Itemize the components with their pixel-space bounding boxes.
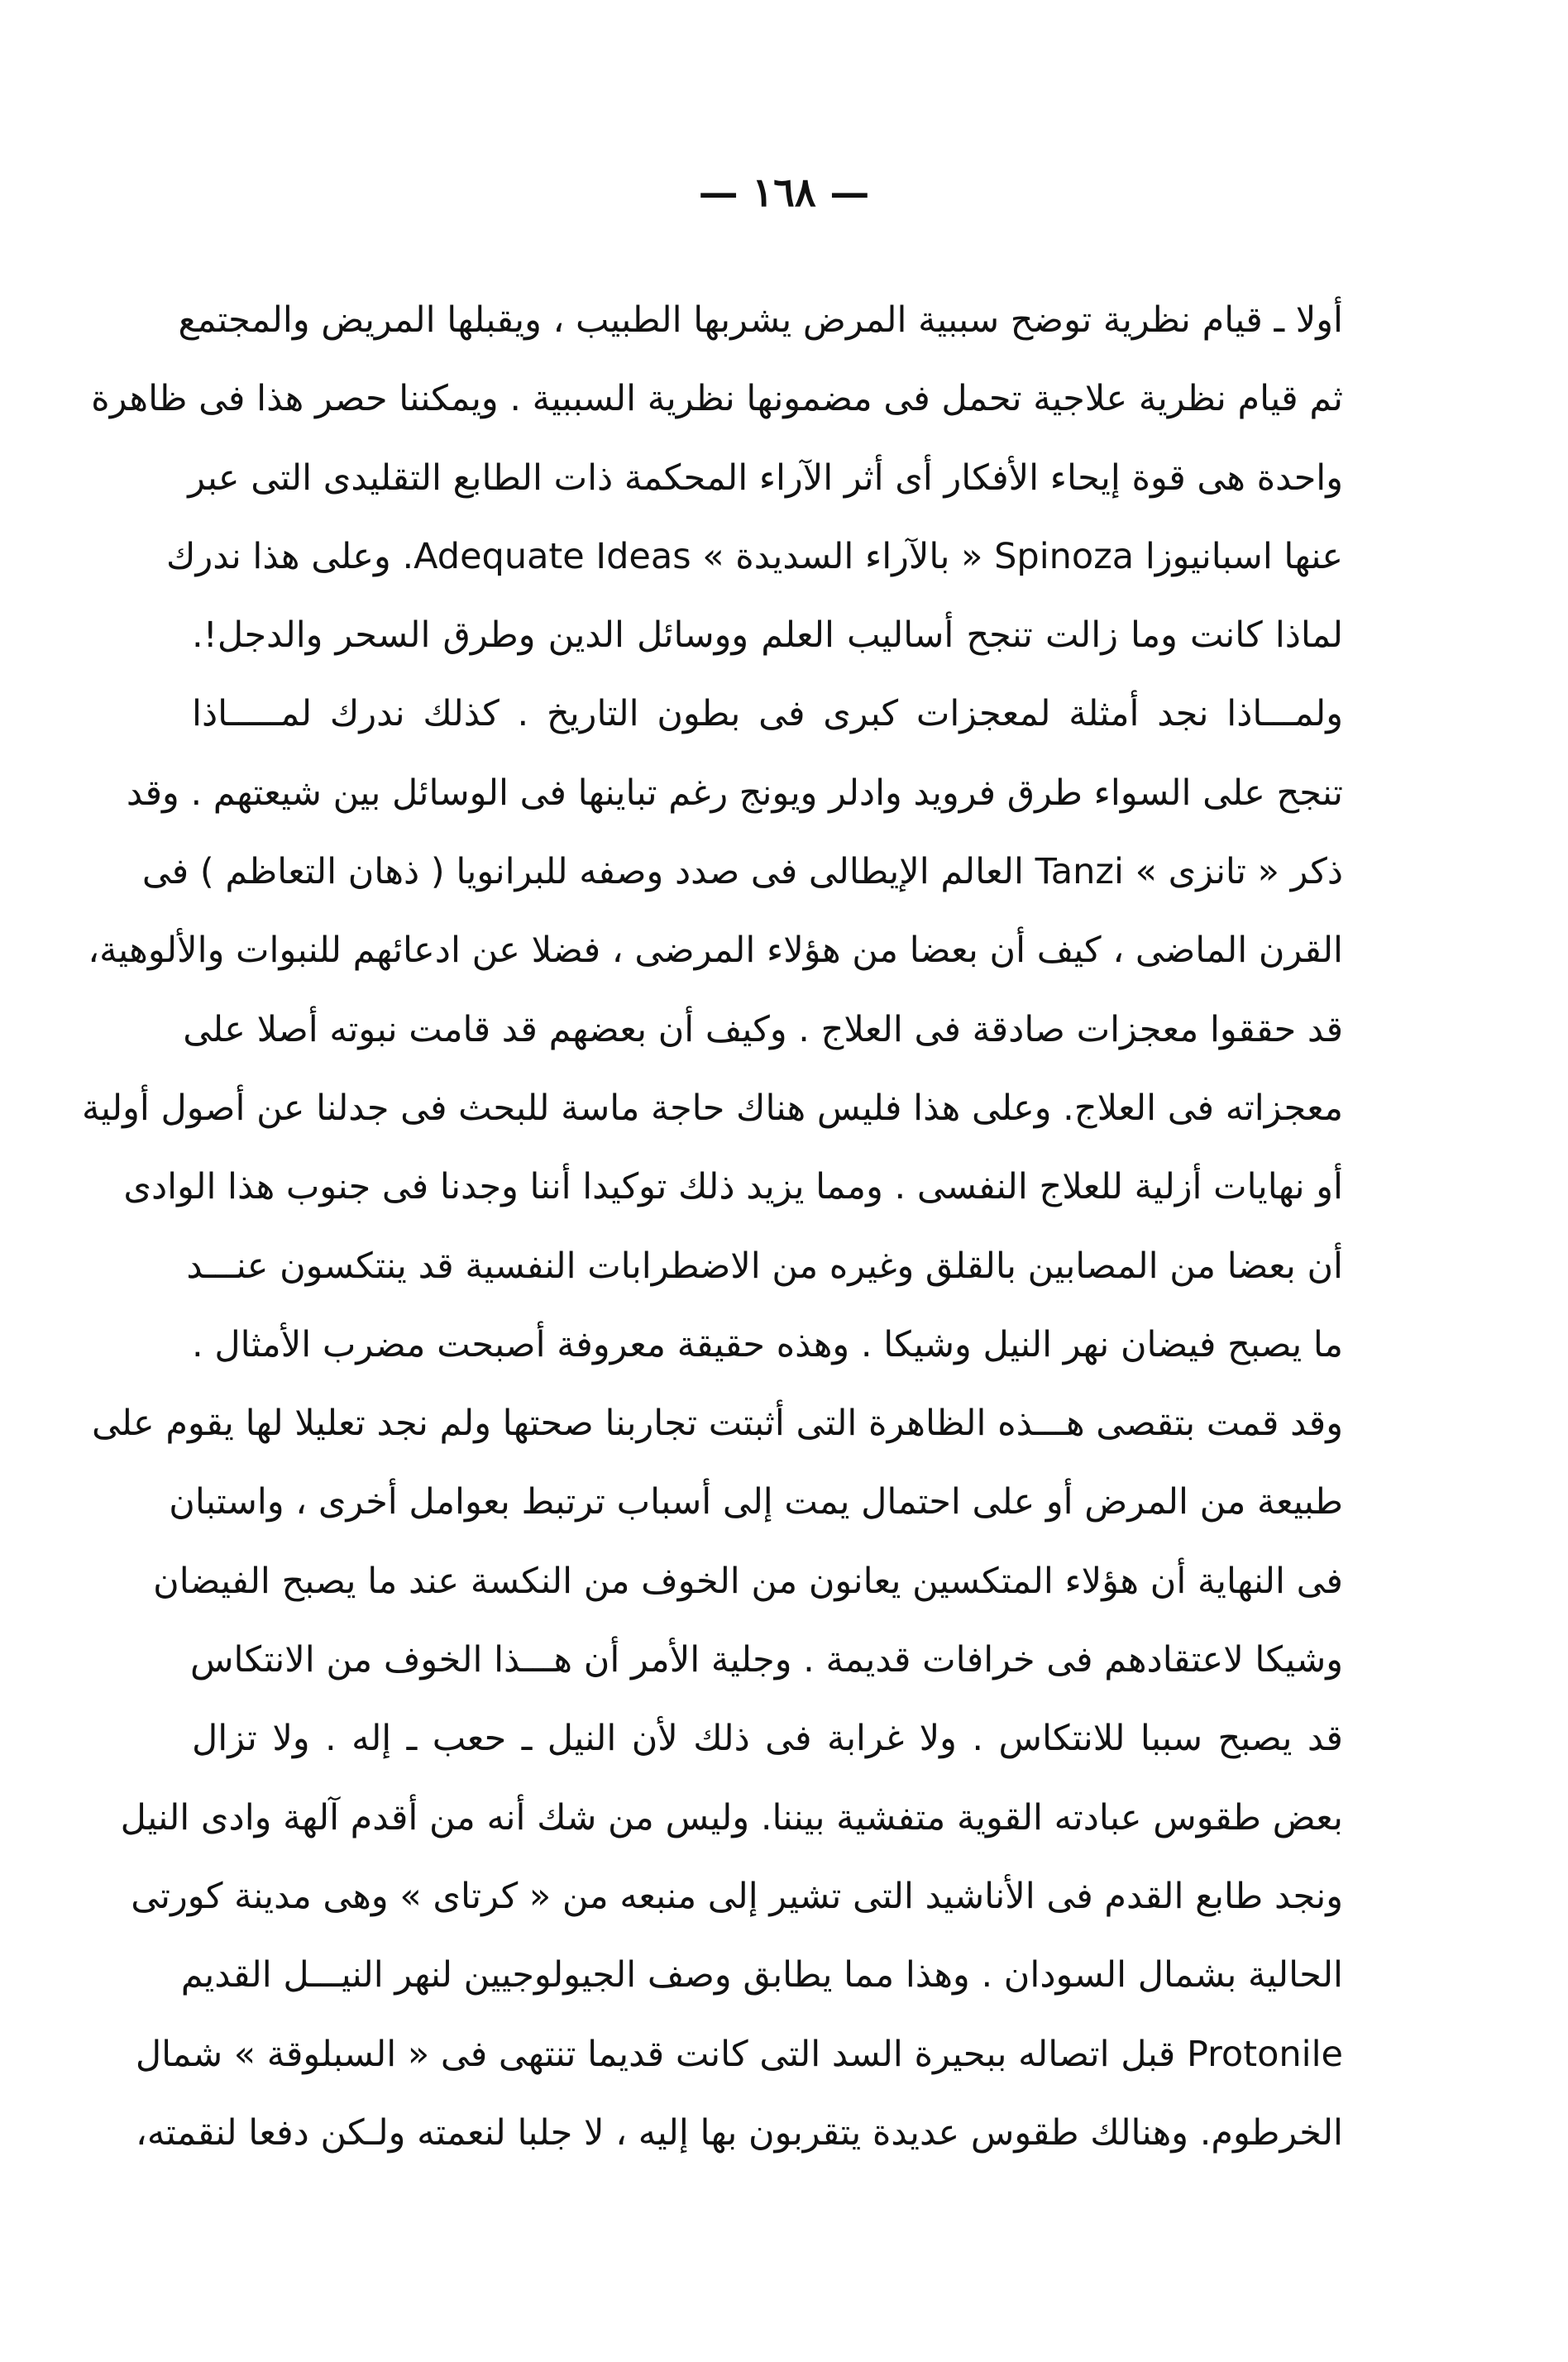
body-text [81,281,1343,2173]
text-line: أولا ـ قيام نظرية توضح سببية المرض يشربها الطبيب ، ويقبلها المريض والمجتمع [178,299,1343,341]
text-line: طبيعة من المرض أو على احتمال يمت إلى أسباب ترتبط بعوامل أخرى ، واستبان [169,1481,1343,1523]
text-line: عنها اسبانيوزا Spinoza « بالآراء السديدة » Adequate Ideas. وعلى هذا ندرك [166,535,1343,577]
text-line: وقد قمت بتقصى هـــذه الظاهرة التى أثبتت تجاربنا صحتها ولم نجد تعليلا لها يقوم على [91,1403,1343,1445]
text-line: أو نهايات أزلية للعلاج النفسى . ومما يزيد ذلك توكيدا أننا وجدنا فى جنوب هذا الوادى [123,1166,1343,1208]
page-number: — ١٦٨ — [698,170,870,216]
text-line: الخرطوم. وهنالك طقوس عديدة يتقربون بها إليه ، لا جلبا لنعمته ولـكن دفعا لنقمته، [135,2111,1343,2154]
text-line: Protonile قبل اتصاله ببحيرة السد التى كانت قديما تنتهى فى « السبلوقة » شمال [135,2033,1343,2075]
text-line: القرن الماضى ، كيف أن بعضا من هؤلاء المرضى ، فضلا عن ادعائهم للنبوات والألوهية، [88,930,1343,972]
text-line: وشيكا لاعتقادهم فى خرافات قديمة . وجلية الأمر أن هـــذا الخوف من الانتكاس [189,1639,1343,1681]
text-line: واحدة هى قوة إيحاء الأفكار أى أثر الآراء المحكمة ذات الطابع التقليدى التى عبر [188,457,1343,499]
text-line: ولمـــاذا نجد أمثلة لمعجزات كبرى فى بطون التاريخ . كذلك ندرك لمـــــاذا [192,693,1343,735]
text-line: بعض طقوس عبادته القوية متفشية بيننا. وليس من شك أنه من أقدم آلهة وادى النيل [120,1796,1343,1838]
text-line: لماذا كانت وما زالت تنجح أساليب العلم ووسائل الدين وطرق السحر والدجل!. [192,614,1343,657]
text-line: فى النهاية أن هؤلاء المتكسين يعانون من الخوف من النكسة عند ما يصبح الفيضان [153,1560,1343,1602]
text-line: معجزاته فى العلاج. وعلى هذا فليس هناك حاجة ماسة للبحث فى جدلنا عن أصول أولية [81,1087,1343,1129]
text-line: قد حققوا معجزات صادقة فى العلاج . وكيف أن بعضهم قد قامت نبوته أصلا على [183,1008,1343,1050]
text-line: أن بعضا من المصابين بالقلق وغيره من الاضطرابات النفسية قد ينتكسون عنـــد [186,1245,1343,1287]
text-line: ونجد طابع القدم فى الأناشيد التى تشير إلى منبعه من « كرتاى » وهى مدينة كورتى [131,1875,1343,1917]
text-line: الحالية بشمال السودان . وهذا مما يطابق وصف الجيولوجيين لنهر النيـــل القديم [180,1954,1343,1996]
text-line: ذكر « تانزى » Tanzi العالم الإيطالى فى صدد وصفه للبرانويا ( ذهان التعاظم ) فى [141,851,1343,893]
text-line: ما يصبح فيضان نهر النيل وشيكا . وهذه حقيقة معروفة أصبحت مضرب الأمثال . [192,1323,1343,1365]
text-line: قد يصبح سببا للانتكاس . ولا غرابة فى ذلك لأن النيل ـ حعب ـ إله . ولا تزال [192,1718,1343,1760]
text-line: تنجح على السواء طرق فرويد وادلر ويونج رغم تباينها فى الوسائل بين شيعتهم . وقد [126,772,1343,814]
text-line: ثم قيام نظرية علاجية تحمل فى مضمونها نظرية السببية . ويمكننا حصر هذا فى ظاهرة [91,378,1343,420]
